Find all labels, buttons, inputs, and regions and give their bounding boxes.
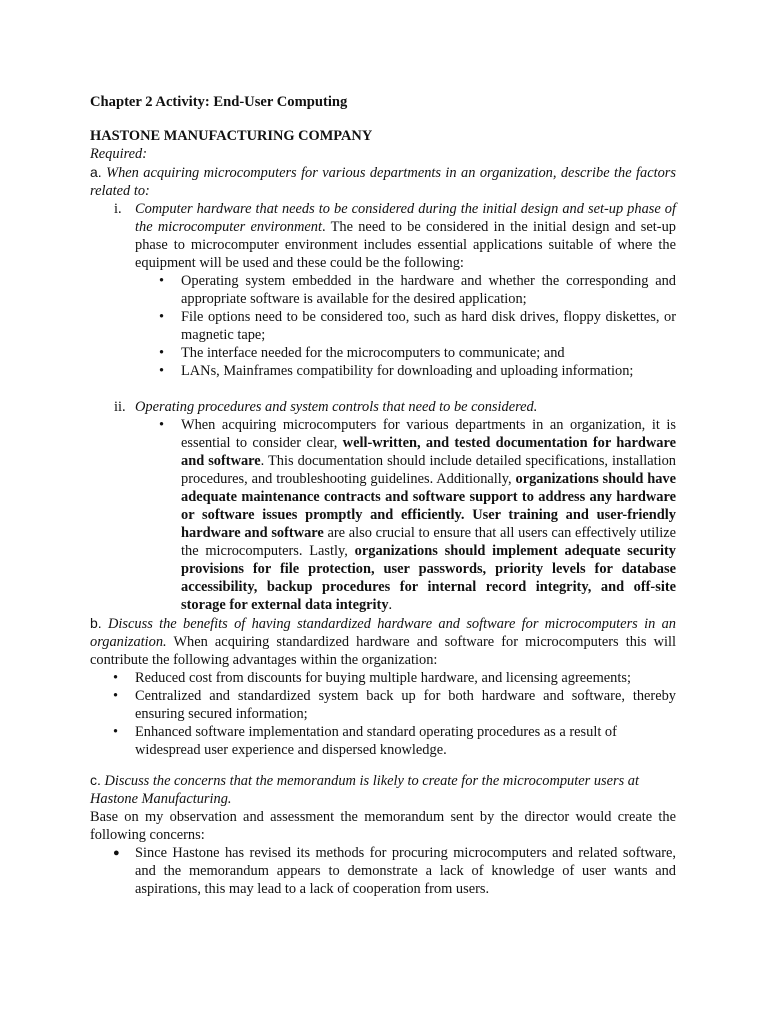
item-a-ii bbox=[90, 398, 676, 614]
roman-numeral-i: i. bbox=[114, 201, 122, 217]
document-title: Chapter 2 Activity: End-User Computing bbox=[90, 94, 348, 110]
question-c: c. Discuss the concerns that the memorandum is likely to create for the microcomputer users at Hastone Manufacturing. bbox=[90, 772, 639, 807]
document-page bbox=[90, 93, 676, 898]
item-a-i bbox=[90, 200, 676, 380]
item-a-i-bullets bbox=[135, 272, 676, 380]
list-item: • Reduced cost from discounts for buying multiple hardware, and licensing agreements; bbox=[90, 669, 676, 687]
question-a: a. When acquiring microcomputers for various departments in an organization, describe the factors related to: bbox=[90, 164, 676, 199]
question-c-text: Base on my observation and assessment the memorandum sent by the director would create the following concerns: bbox=[90, 809, 676, 843]
list-item: ● Since Hastone has revised its methods for procuring microcomputers and related software, and the memorandum appears to demonstrate a lack of knowledge of user wants and aspirations, this may lead to a lack of cooperation from users. bbox=[90, 844, 676, 898]
question-b-bullets bbox=[90, 669, 676, 759]
list-item: • Enhanced software implementation and standard operating procedures as a result of widespread user experience and dispersed knowledge. bbox=[90, 723, 676, 759]
item-a-ii-bullets bbox=[135, 416, 676, 614]
company-heading: HASTONE MANUFACTURING COMPANY bbox=[90, 128, 373, 144]
item-a-i-text: Computer hardware that needs to be considered during the initial design and set-up phase of the microcomputer environment. The need to be considered in the initial design and set-up phase to microcomputer environment includes essential applications suitable of where the equipment will be used and these could be the following: bbox=[135, 201, 676, 271]
item-a-ii-heading: Operating procedures and system controls that need to be considered. bbox=[135, 399, 538, 415]
list-item: • Centralized and standardized system back up for both hardware and software, thereby ensuring secured information; bbox=[90, 687, 676, 723]
list-item: • File options need to be considered too, such as hard disk drives, floppy diskettes, or magnetic tape; bbox=[135, 308, 676, 344]
question-c-bullets bbox=[90, 844, 676, 898]
list-item: • LANs, Mainframes compatibility for downloading and uploading information; bbox=[135, 362, 676, 380]
list-item: • When acquiring microcomputers for various departments in an organization, it is essential to consider clear, well-written, and tested documentation for hardware and software. This documentation should include detailed specifications, installation procedures, and troubleshooting guidelines. Additionally, organizations should have adequate maintenance contracts and software support to address any hardware or software issues promptly and efficiently. User training and user-friendly hardware and software are also crucial to ensure that all users can effectively utilize the microcomputers. Lastly, organizations should implement adequate security provisions for file protection, user passwords, priority levels for database accessibility, backup procedures for internal record integrity, and off-site storage for external data integrity. bbox=[135, 416, 676, 614]
list-item: • Operating system embedded in the hardware and whether the corresponding and appropriate software is available for the desired application; bbox=[135, 272, 676, 308]
roman-numeral-ii: ii. bbox=[114, 399, 126, 415]
required-label: Required: bbox=[90, 146, 148, 162]
list-item: • The interface needed for the microcomputers to communicate; and bbox=[135, 344, 676, 362]
question-b: b. Discuss the benefits of having standardized hardware and software for microcomputers in an organization. When acquiring standardized hardware and software for microcomputers this will contribute the following advantages within the organization: bbox=[90, 615, 676, 668]
